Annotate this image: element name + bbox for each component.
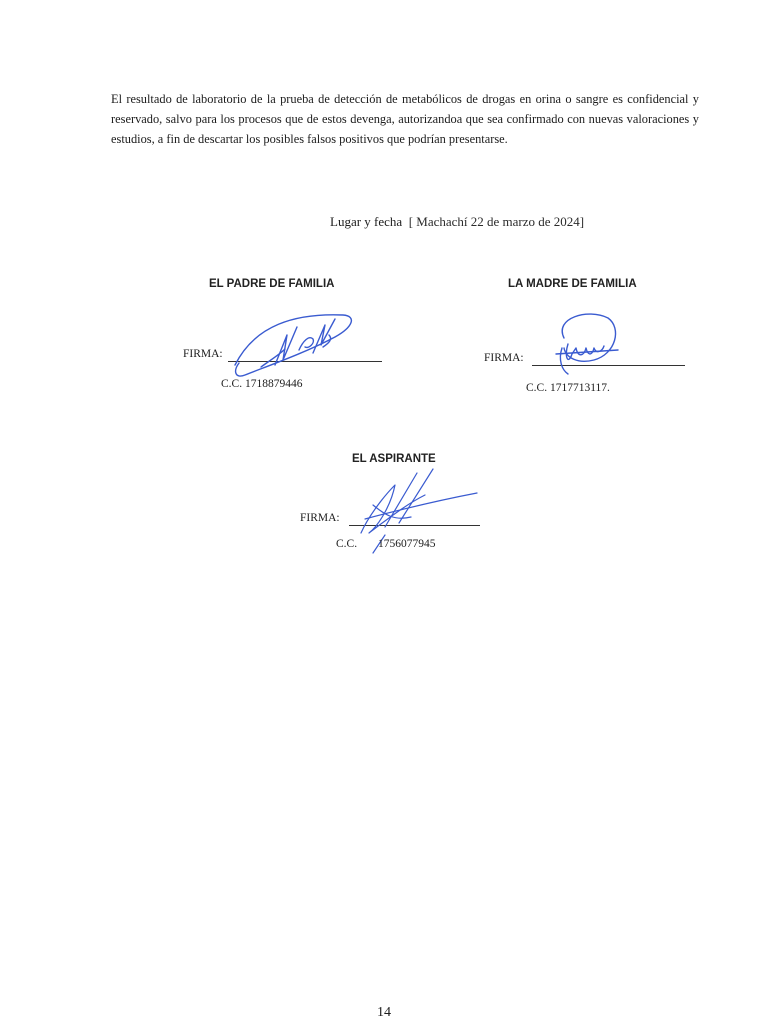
page-number: 14 [377,1005,391,1020]
father-signature-image [225,305,360,380]
applicant-firma-label: FIRMA: [300,512,340,524]
mother-firma-label: FIRMA: [484,352,524,364]
mother-signature-image [548,308,623,378]
place-date-value: [ Machachí 22 de marzo de 2024] [408,214,585,229]
consent-paragraph: El resultado de laboratorio de la prueba de detección de metabólicos de drogas en orina o sangre es confidencial y reservado, salvo para los procesos que de estos devenga, autorizandoa que sea confirmado con nuevas valoraciones y estudios, a fin de descartar los posibles falsos positivos que podrían presentarse. [111,92,699,146]
place-and-date [330,214,584,230]
mother-cc: C.C. 1717713117. [526,382,610,394]
applicant-heading: EL ASPIRANTE [352,453,436,465]
place-date-label: Lugar y fecha [330,214,403,229]
father-cc: C.C. 1718879446 [221,378,303,390]
mother-heading: LA MADRE DE FAMILIA [508,278,637,290]
father-firma-label: FIRMA: [183,348,223,360]
father-heading: EL PADRE DE FAMILIA [209,278,335,290]
applicant-cc-label: C.C. [336,538,358,550]
applicant-cc-number: 1756077945 [378,538,436,550]
